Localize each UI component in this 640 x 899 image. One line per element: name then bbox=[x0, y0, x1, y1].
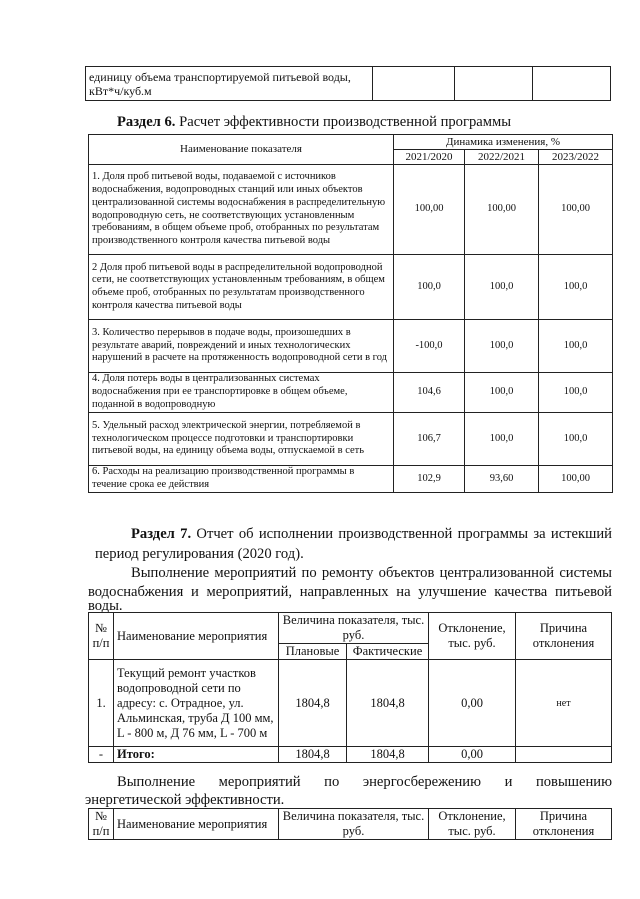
section6-title: Раздел 6. Расчет эффективности производственной программы bbox=[117, 114, 512, 130]
column-header-name: Наименование мероприятия bbox=[114, 809, 279, 840]
energy-paragraph-line1: Выполнение мероприятий по энергосбережению и повышению bbox=[117, 774, 612, 790]
value-cell: 100,00 bbox=[465, 165, 539, 255]
total-num: - bbox=[89, 747, 114, 763]
value-cell: 100,0 bbox=[465, 320, 539, 373]
column-header-value: Величина показателя, тыс. руб. bbox=[279, 809, 429, 840]
value-cell: 100,00 bbox=[539, 165, 613, 255]
section7-title: Раздел 7. Отчет об исполнении производственной программы за истекший bbox=[131, 526, 612, 542]
value-cell: 100,00 bbox=[539, 466, 613, 493]
value-cell: 100,0 bbox=[465, 255, 539, 320]
table-row bbox=[89, 165, 613, 255]
column-header-reason: Причина отклонения bbox=[516, 613, 612, 660]
table-row bbox=[89, 373, 613, 413]
indicator-name: 1. Доля проб питьевой воды, подаваемой с источников водоснабжения, водопроводных станций или иных объектов централизованной системы водоснабжения в распределительную водопроводную сеть, не соответствующих установленным требованиям, в общем объеме проб, отобранных по результатам производственного контроля качества питьевой воды bbox=[89, 165, 394, 255]
value-cell: 106,7 bbox=[394, 413, 465, 466]
indicator-name: 6. Расходы на реализацию производственной программы в течение срока ее действия bbox=[89, 466, 394, 493]
section7-title-line2: период регулирования (2020 год). bbox=[95, 546, 304, 562]
value-cell: 102,9 bbox=[394, 466, 465, 493]
value-cell: 100,0 bbox=[539, 255, 613, 320]
table-header-row bbox=[89, 135, 613, 150]
section7-paragraph-line2: водоснабжения и мероприятий, направленных на улучшение качества питьевой bbox=[88, 584, 612, 600]
value-cell: -100,0 bbox=[394, 320, 465, 373]
column-header-dynamics: Динамика изменения, % bbox=[394, 135, 613, 150]
column-header-year: 2021/2020 bbox=[394, 150, 465, 165]
indicator-name: 4. Доля потерь воды в централизованных системах водоснабжения при ее транспортировке в общем объеме, поданной в водопроводную bbox=[89, 373, 394, 413]
table-row bbox=[89, 466, 613, 493]
value-cell: 93,60 bbox=[465, 466, 539, 493]
reason-value: нет bbox=[516, 660, 612, 747]
table-row bbox=[89, 320, 613, 373]
top-table-fragment bbox=[85, 66, 611, 101]
value-cell: 100,0 bbox=[539, 320, 613, 373]
efficiency-table bbox=[88, 134, 613, 493]
value-cell: 100,00 bbox=[394, 165, 465, 255]
column-header-deviation: Отклонение, тыс. руб. bbox=[429, 809, 516, 840]
table-header-row bbox=[89, 809, 612, 840]
table-row bbox=[89, 413, 613, 466]
column-header-reason: Причина отклонения bbox=[516, 809, 612, 840]
table-header-row bbox=[89, 613, 612, 644]
energy-activities-table bbox=[88, 808, 612, 840]
column-header-year: 2022/2021 bbox=[465, 150, 539, 165]
section7-paragraph-line3: воды. bbox=[88, 598, 123, 614]
column-header-num: № п/п bbox=[89, 613, 114, 660]
deviation-value: 0,00 bbox=[429, 660, 516, 747]
total-label: Итого: bbox=[114, 747, 279, 763]
column-header-year: 2023/2022 bbox=[539, 150, 613, 165]
row-num: 1. bbox=[89, 660, 114, 747]
energy-paragraph-line2: энергетической эффективности. bbox=[85, 792, 285, 808]
column-header-name: Наименование мероприятия bbox=[114, 613, 279, 660]
table-row bbox=[89, 255, 613, 320]
activity-name: Текущий ремонт участков водопроводной сети по адресу: с. Отрадное, ул. Альминская, труба Д 100 мм, L - 800 м, Д 76 мм, L - 700 м bbox=[114, 660, 279, 747]
table-row bbox=[86, 67, 611, 101]
actual-value: 1804,8 bbox=[347, 660, 429, 747]
value-cell: 100,0 bbox=[465, 373, 539, 413]
total-actual: 1804,8 bbox=[347, 747, 429, 763]
indicator-name-cell: единицу объема транспортируемой питьевой воды, кВт*ч/куб.м bbox=[86, 67, 373, 101]
section7-paragraph-line1: Выполнение мероприятий по ремонту объектов централизованной системы bbox=[131, 565, 612, 581]
indicator-name: 3. Количество перерывов в подаче воды, произошедших в результате аварий, повреждений и иных технологических нарушений в расчете на протяженность водопроводной сети в год bbox=[89, 320, 394, 373]
indicator-name: 2 Доля проб питьевой воды в распределительной водопроводной сети, не соответствующих установленным требованиям, в общем объеме проб, отобранных по результатам производственного контроля качества питьевой воды bbox=[89, 255, 394, 320]
table-total-row bbox=[89, 747, 612, 763]
value-cell: 104,6 bbox=[394, 373, 465, 413]
indicator-name: 5. Удельный расход электрической энергии, потребляемой в технологическом процессе подготовки и транспортировки питьевой воды, на единицу объема воды, отпускаемой в сеть bbox=[89, 413, 394, 466]
value-cell: 100,0 bbox=[539, 373, 613, 413]
planned-value: 1804,8 bbox=[279, 660, 347, 747]
value-cell: 100,0 bbox=[465, 413, 539, 466]
table-row bbox=[89, 660, 612, 747]
value-cell: 100,0 bbox=[394, 255, 465, 320]
column-header-actual: Фактические bbox=[347, 644, 429, 660]
value-cell: 100,0 bbox=[539, 413, 613, 466]
column-header-deviation: Отклонение, тыс. руб. bbox=[429, 613, 516, 660]
column-header-planned: Плановые bbox=[279, 644, 347, 660]
column-header-value: Величина показателя, тыс. руб. bbox=[279, 613, 429, 644]
total-deviation: 0,00 bbox=[429, 747, 516, 763]
column-header-name: Наименование показателя bbox=[89, 135, 394, 165]
total-planned: 1804,8 bbox=[279, 747, 347, 763]
repair-activities-table bbox=[88, 612, 612, 763]
column-header-num: № п/п bbox=[89, 809, 114, 840]
